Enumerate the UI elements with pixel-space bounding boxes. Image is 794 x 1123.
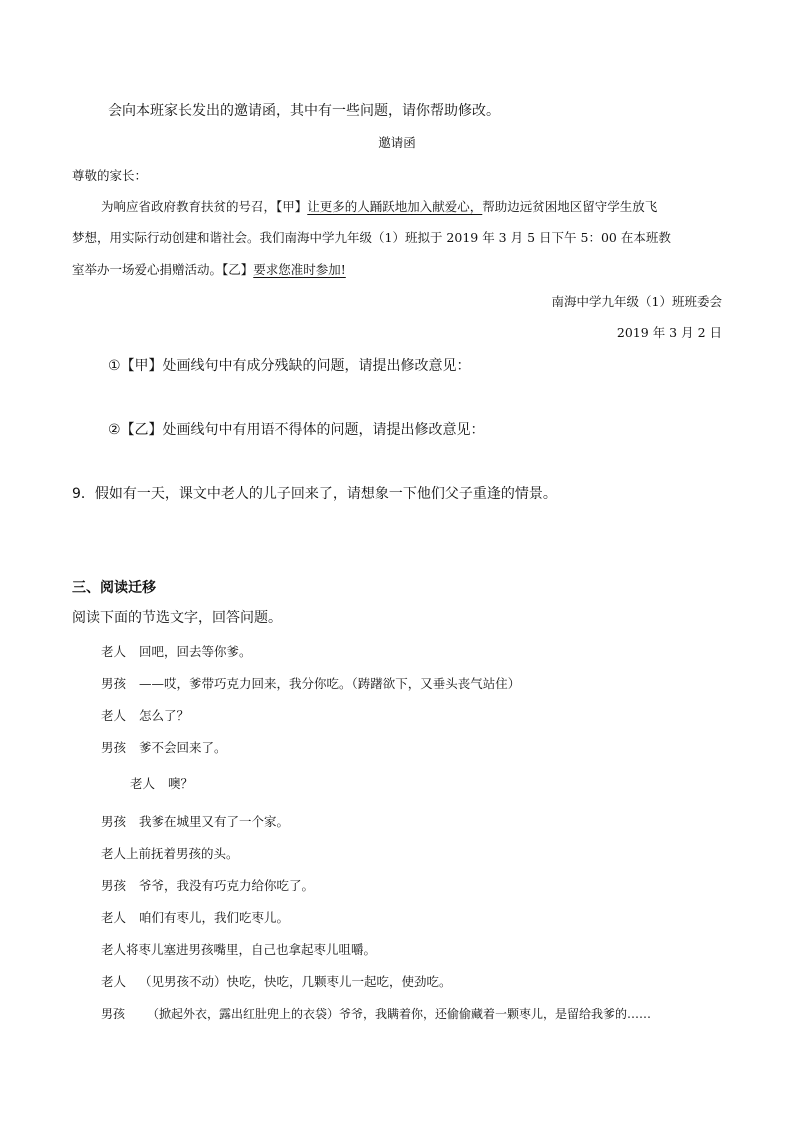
dialogue-speaker: 男孩: [101, 1007, 126, 1021]
letter-title: 邀请函: [378, 135, 416, 150]
dialogue-text: 怎么了？: [139, 708, 190, 723]
letter-jia-underlined-sentence: 让更多的人踊跃地加入献爱心，: [307, 199, 483, 214]
dialogue-speaker: 男孩: [101, 878, 127, 893]
section-3-heading: 三、阅读迁移: [72, 580, 156, 596]
question-2: ②【乙】处画线句中有用语不得体的问题，请提出修改意见：: [108, 422, 485, 438]
stage-direction: 老人将枣儿塞进男孩嘴里，自己也拿起枣儿咀嚼。: [101, 942, 377, 957]
dialogue-line-3: [101, 708, 189, 724]
letter-yi-underlined-sentence: 要求您准时参加!: [253, 262, 346, 277]
question-1: ①【甲】处画线句中有成分残缺的问题，请提出修改意见：: [108, 358, 471, 374]
dialogue-text: 爹不会回来了。: [139, 740, 227, 755]
letter-paragraph-line-2: 梦想，用实际行动创建和谐社会。我们南海中学九年级（1）班拟于 2019 年 3 月 5 日下午 5：00 在本班教: [72, 230, 671, 245]
dialogue-line-11: [101, 974, 452, 990]
section-3-instruction: 阅读下面的节选文字，回答问题。: [72, 610, 282, 626]
letter-p3-pre: 室举办一场爱心捐赠活动。【乙】: [72, 262, 254, 277]
dialogue-speaker: 老人: [101, 910, 127, 925]
dialogue-text: 回吧，回去等你爹。: [139, 644, 252, 659]
dialogue-text: （见男孩不动）快吃，快吃，几颗枣儿一起吃，使劲吃。: [139, 974, 452, 989]
letter-signature: 南海中学九年级（1）班班委会: [551, 294, 722, 309]
dialogue-line-10: [101, 942, 376, 958]
dialogue-text: 咱们有枣儿，我们吃枣儿。: [139, 910, 290, 925]
dialogue-line-6: [101, 814, 289, 830]
dialogue-text: （掀起外衣，露出红肚兜上的衣袋）爷爷，我瞒着你，还偷偷藏着一颗枣儿，是留给我爹的……: [147, 1007, 652, 1021]
letter-paragraph-line-1: [101, 199, 657, 215]
dialogue-speaker: 男孩: [101, 814, 127, 829]
dialogue-line-5: [130, 776, 193, 792]
letter-paragraph-line-3: [72, 262, 346, 278]
dialogue-speaker: 老人: [101, 708, 127, 723]
dialogue-speaker: 男孩: [101, 740, 127, 755]
dialogue-line-2: [101, 676, 520, 692]
dialogue-speaker: 老人: [101, 974, 127, 989]
dialogue-text: 爷爷，我没有巧克力给你吃了。: [139, 878, 315, 893]
dialogue-line-4: [101, 740, 227, 756]
intro-line: 会向本班家长发出的邀请函，其中有一些问题，请你帮助修改。: [108, 103, 500, 119]
letter-p1-pre: 为响应省政府教育扶贫的号召，【甲】: [101, 199, 308, 214]
stage-direction: 老人上前抚着男孩的头。: [101, 846, 239, 861]
letter-date: 2019 年 3 月 2 日: [616, 325, 722, 340]
dialogue-speaker: 老人: [101, 644, 127, 659]
dialogue-line-7: [101, 846, 239, 862]
dialogue-line-12: [101, 1006, 651, 1022]
dialogue-line-1: [101, 644, 252, 660]
dialogue-text: 噢？: [168, 776, 194, 791]
dialogue-text: 我爹在城里又有了一个家。: [139, 814, 290, 829]
question-9: 9．假如有一天，课文中老人的儿子回来了，请想象一下他们父子重逢的情景。: [72, 486, 557, 502]
dialogue-text: ——哎，爹带巧克力回来，我分你吃。（踌躇欲下，又垂头丧气站住）: [139, 676, 521, 691]
letter-p1-post: 帮助边远贫困地区留守学生放飞: [482, 199, 658, 214]
dialogue-speaker: 老人: [130, 776, 156, 791]
dialogue-speaker: 男孩: [101, 676, 127, 691]
dialogue-line-9: [101, 910, 289, 926]
dialogue-line-8: [101, 878, 314, 894]
letter-salutation: 尊敬的家长：: [72, 168, 148, 183]
